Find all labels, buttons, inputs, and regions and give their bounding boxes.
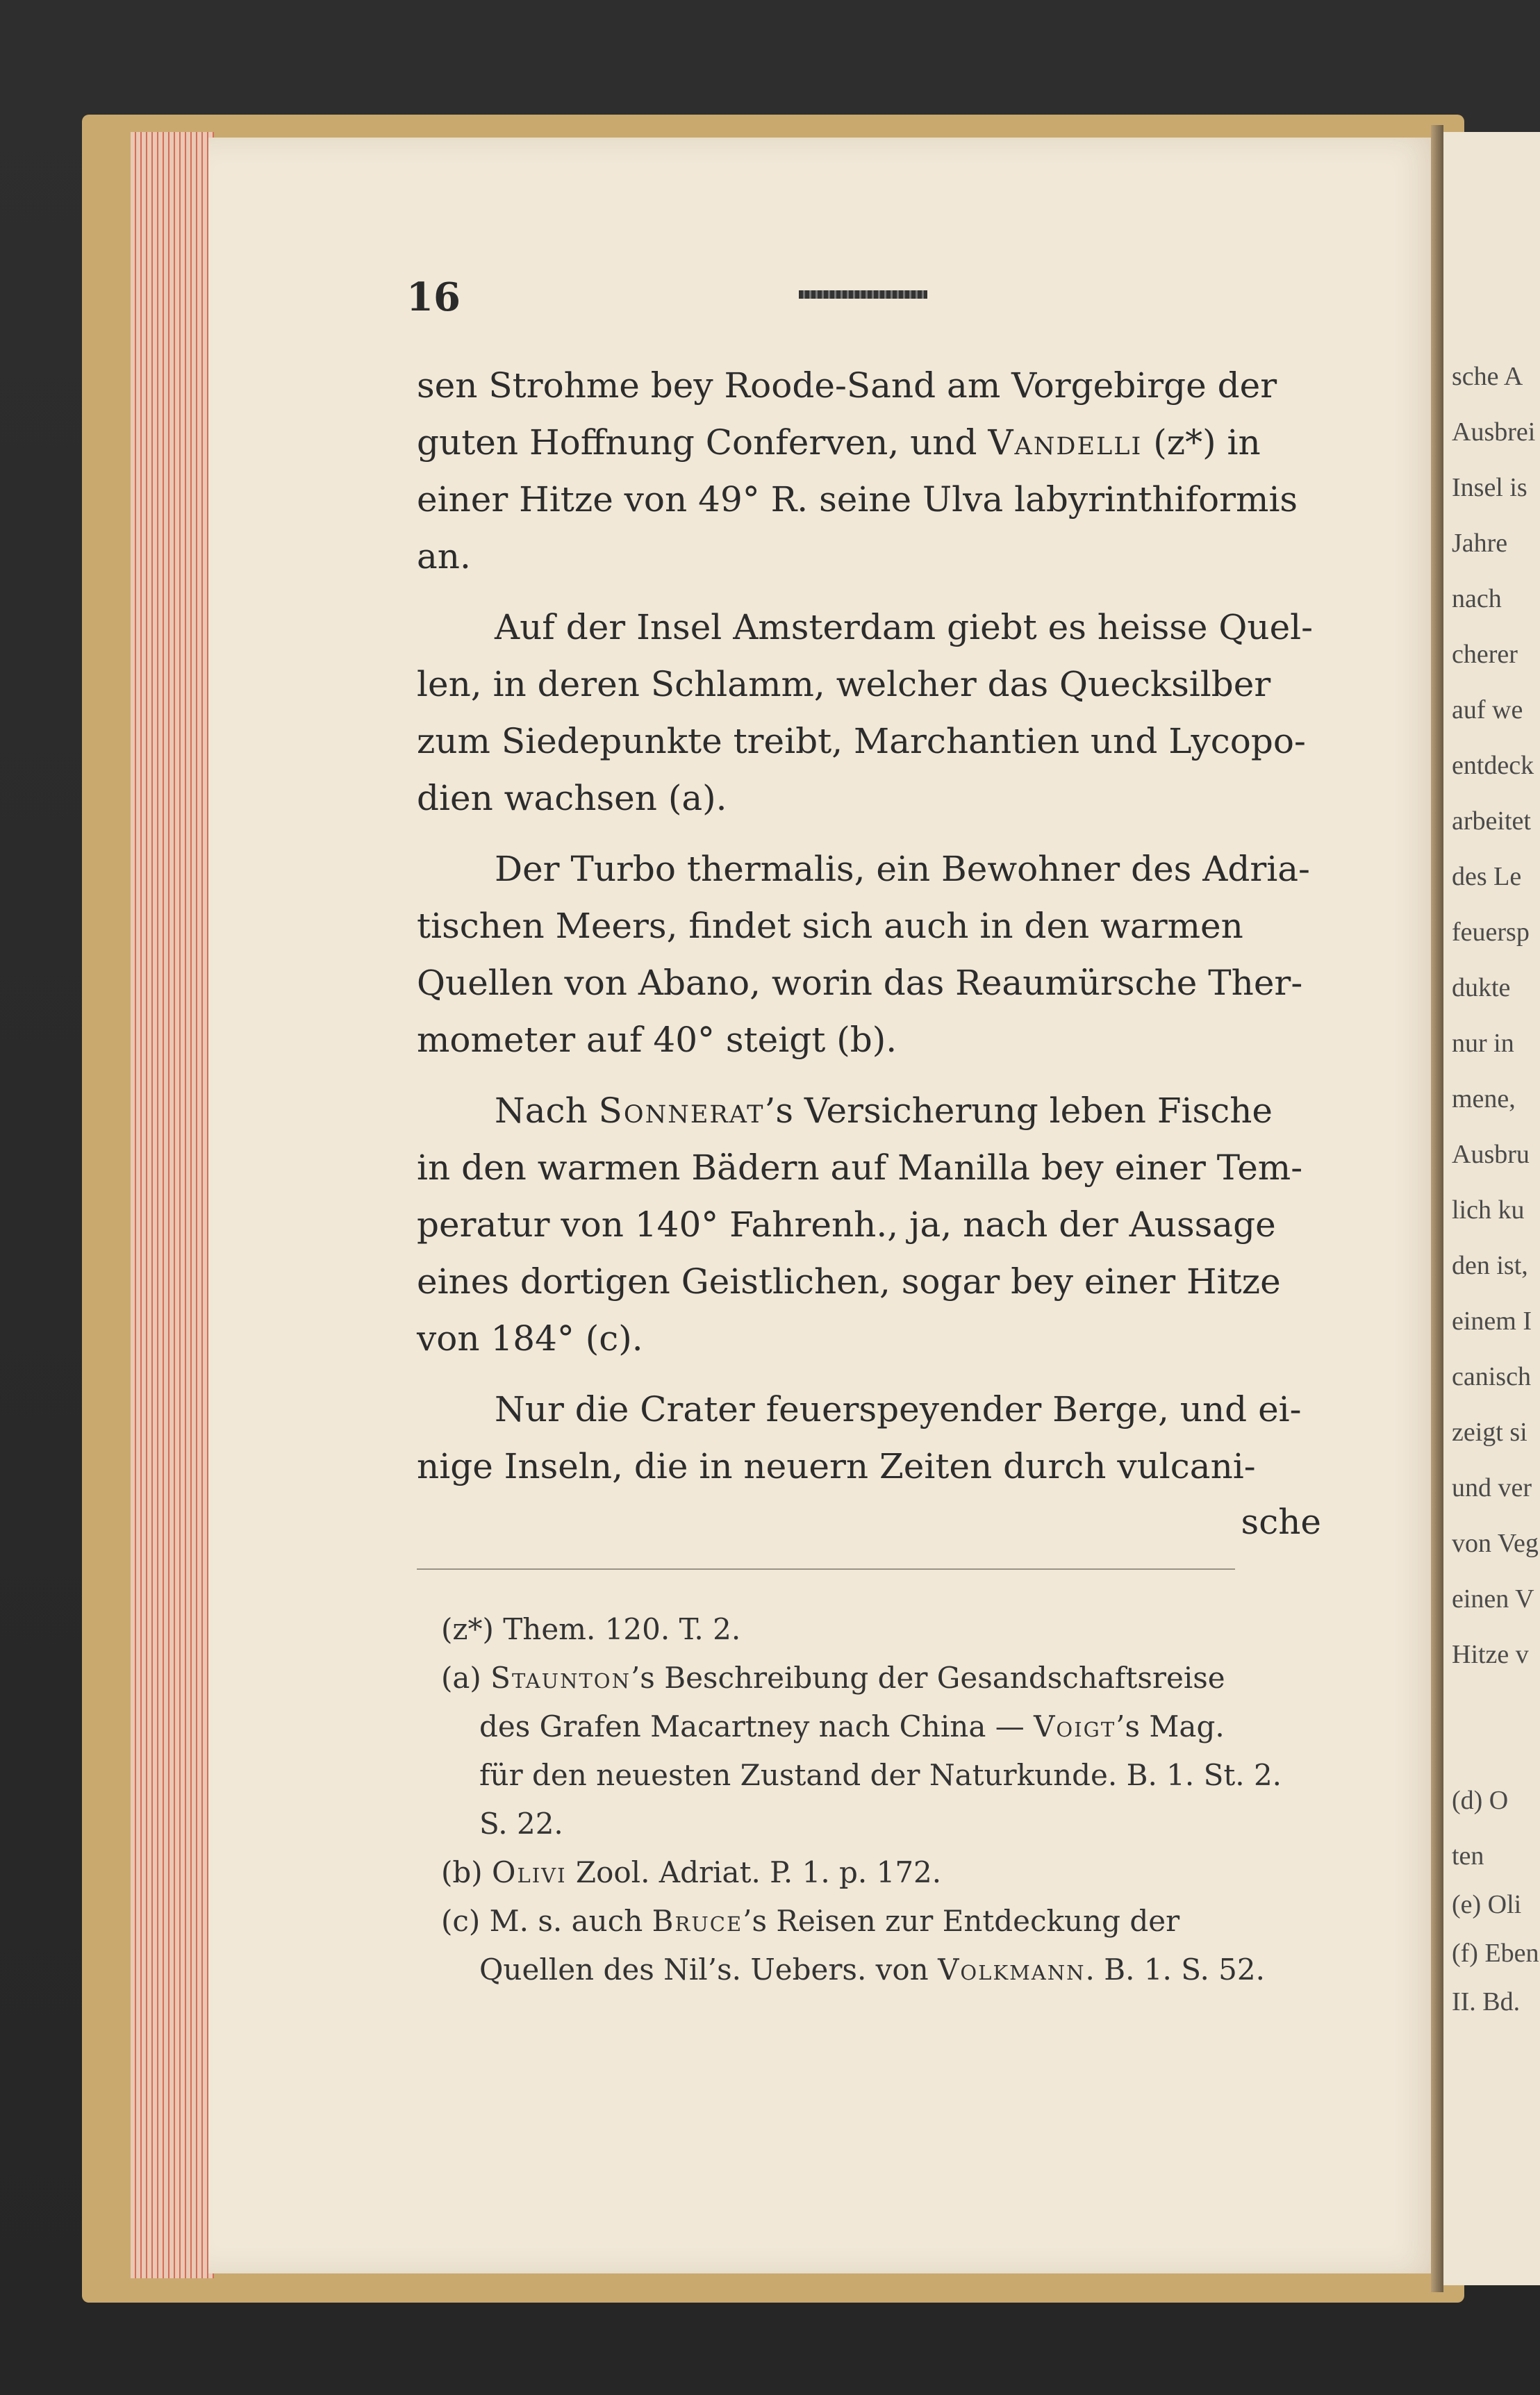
author-name: Olivi (492, 1855, 567, 1889)
body-line: eines dortigen Geistlichen, sogar bey einer Hitze (417, 1261, 1281, 1302)
page-number: 16 (406, 274, 461, 320)
text-run: (a) (441, 1661, 491, 1695)
author-name: Volkmann (938, 1953, 1086, 1987)
author-name: Vandelli (988, 422, 1143, 463)
body-line (495, 1091, 1273, 1131)
body-line: in den warmen Bädern auf Manilla bey einer Tem- (417, 1147, 1303, 1188)
facing-line: dukte (1452, 973, 1511, 1002)
facing-line: mene, (1452, 1084, 1516, 1113)
footnote-separator (417, 1568, 1235, 1570)
facing-line: Insel is (1452, 473, 1527, 502)
body-line: zum Siedepunkte treibt, Marchantien und Lycopo- (417, 721, 1306, 761)
facing-line: nach (1452, 584, 1502, 613)
facing-line: II. Bd. (1452, 1987, 1521, 2016)
text-run: ’s Beschreibung der Gesandschaftsreise (630, 1661, 1225, 1695)
footnote-a-cont: S. 22. (479, 1807, 563, 1841)
page-edges (131, 132, 214, 2278)
body-line: einer Hitze von 49° R. seine Ulva labyrinthiformis (417, 479, 1298, 520)
facing-line: auf we (1452, 695, 1523, 724)
body-line: Der Turbo thermalis, ein Bewohner des Adria- (495, 849, 1310, 889)
text-run: (z*) in (1142, 422, 1261, 463)
facing-line: den ist, (1452, 1251, 1528, 1280)
body-line: Auf der Insel Amsterdam giebt es heisse Quel- (495, 607, 1314, 647)
facing-line: canisch (1452, 1362, 1531, 1391)
body-line: nige Inseln, die in neuern Zeiten durch vulcani- (417, 1446, 1256, 1486)
facing-line: von Veg (1452, 1529, 1539, 1558)
body-line: Nur die Crater feuerspeyender Berge, und ei- (495, 1389, 1302, 1429)
body-line: dien wachsen (a). (417, 778, 727, 818)
facing-line: nur in (1452, 1029, 1514, 1058)
facing-line: sche A (1452, 362, 1523, 391)
text-run: ’s Mag. (1116, 1709, 1225, 1743)
facing-line: cherer (1452, 640, 1518, 669)
author-name: Voigt (1034, 1709, 1116, 1743)
footnote-b (441, 1855, 942, 1889)
facing-line: des Le (1452, 862, 1522, 891)
facing-line: feuersp (1452, 918, 1530, 947)
footnote-c (441, 1904, 1180, 1938)
facing-line: und ver (1452, 1473, 1532, 1502)
facing-line: (d) O (1452, 1786, 1509, 1815)
footnote-z: (z*) Them. 120. T. 2. (441, 1612, 741, 1646)
facing-line: arbeitet (1452, 806, 1531, 836)
author-name: Bruce (652, 1904, 743, 1938)
text-run: des Grafen Macartney nach China — (479, 1709, 1034, 1743)
footnote-a-cont (479, 1709, 1225, 1743)
facing-line: ten (1452, 1841, 1484, 1871)
facing-line: einem I (1452, 1307, 1532, 1336)
footnote-a-cont: für den neuesten Zustand der Naturkunde. B. 1. St. 2. (479, 1758, 1282, 1792)
header-ornament-rule (799, 290, 927, 299)
footnote-a (441, 1661, 1225, 1695)
text-run: Nach (495, 1091, 599, 1131)
body-line (417, 422, 1261, 463)
facing-line: einen V (1452, 1584, 1534, 1614)
body-line: mometer auf 40° steigt (b). (417, 1020, 897, 1060)
body-line: an. (417, 536, 471, 577)
catchword: sche (1241, 1502, 1321, 1542)
text-run: (b) (441, 1855, 492, 1889)
facing-line: (f) Eben (1452, 1939, 1539, 1968)
facing-page (1443, 132, 1540, 2285)
text-run: guten Hoffnung Conferven, und (417, 422, 988, 463)
facing-line: lich ku (1452, 1195, 1525, 1225)
body-line: sen Strohme bey Roode-Sand am Vorgebirge der (417, 365, 1277, 406)
author-name: Sonnerat (598, 1091, 765, 1131)
text-run: Quellen des Nil’s. Uebers. von (479, 1953, 938, 1987)
text-run: Zool. Adriat. P. 1. p. 172. (566, 1855, 942, 1889)
footnote-c-cont (479, 1953, 1265, 1987)
text-run: ’s Reisen zur Entdeckung der (743, 1904, 1180, 1938)
text-run: ’s Versicherung leben Fische (764, 1091, 1273, 1131)
facing-line: Ausbru (1452, 1140, 1530, 1169)
facing-line: zeigt si (1452, 1418, 1527, 1447)
author-name: Staunton (490, 1661, 631, 1695)
body-line: peratur von 140° Fahrenh., ja, nach der Aussage (417, 1204, 1276, 1245)
body-line: tischen Meers, findet sich auch in den warmen (417, 906, 1243, 946)
facing-line: Ausbrei (1452, 417, 1536, 447)
body-line: Quellen von Abano, worin das Reaumürsche Ther- (417, 963, 1303, 1003)
text-run: . B. 1. S. 52. (1085, 1953, 1265, 1987)
text-run: (c) M. s. auch (441, 1904, 652, 1938)
facing-line: (e) Oli (1452, 1890, 1522, 1919)
body-line: von 184° (c). (417, 1318, 643, 1359)
facing-line: Jahre (1452, 529, 1508, 558)
book-gutter (1431, 125, 1443, 2292)
body-line: len, in deren Schlamm, welcher das Quecksilber (417, 664, 1271, 704)
facing-line: entdeck (1452, 751, 1534, 780)
facing-line: Hitze v (1452, 1640, 1529, 1669)
